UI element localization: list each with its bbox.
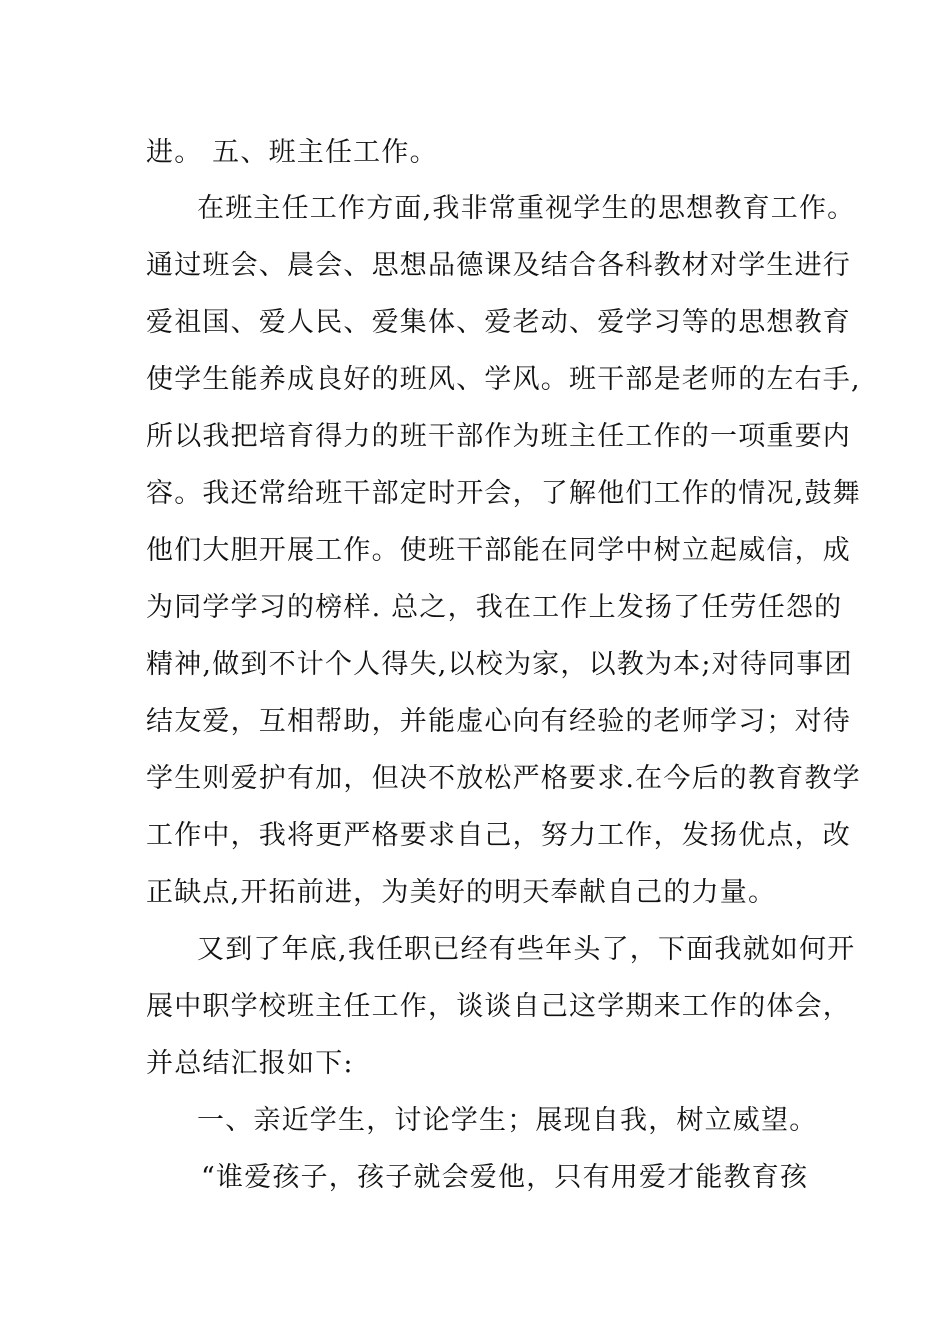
text-line-4: 爱祖国、爱人民、爱集体、爱老动、爱学习等的思想教育 — [146, 307, 851, 338]
text-line-16: 展中职学校班主任工作，谈谈自己这学期来工作的体会， — [146, 991, 851, 1022]
text-line-19: “谁爱孩子，孩子就会爱他，只有用爱才能教育孩 — [201, 1162, 809, 1193]
text-line-7: 容。我还常给班干部定时开会，了解他们工作的情况,鼓舞 — [146, 478, 861, 509]
text-line-5: 使学生能养成良好的班风、学风。班干部是老师的左右手, — [146, 364, 861, 395]
text-line-13: 工作中，我将更严格要求自己，努力工作，发扬优点，改 — [146, 820, 851, 851]
text-line-15: 又到了年底,我任职已经有些年头了，下面我就如何开 — [197, 934, 856, 965]
text-line-10: 精神,做到不计个人得失,以校为家，以教为本;对待同事团 — [146, 649, 853, 680]
text-line-12: 学生则爱护有加，但决不放松严格要求.在今后的教育教学 — [146, 763, 861, 794]
text-line-6: 所以我把培育得力的班干部作为班主任工作的一项重要内 — [146, 421, 851, 452]
text-line-18: 一、亲近学生，讨论学生；展现自我，树立威望。 — [197, 1105, 818, 1136]
text-line-8: 他们大胆开展工作。使班干部能在同学中树立起威信，成 — [146, 535, 851, 566]
text-line-14: 正缺点,开拓前进，为美好的明天奉献自己的力量。 — [146, 877, 777, 908]
text-line-11: 结友爱，互相帮助，并能虚心向有经验的老师学习；对待 — [146, 706, 851, 737]
text-line-17: 并总结汇报如下: — [146, 1048, 354, 1079]
text-line-3: 通过班会、晨会、思想品德课及结合各科教材对学生进行 — [146, 250, 851, 281]
text-line-9: 为同学学习的榜样. 总之，我在工作上发扬了任劳任怨的 — [146, 592, 843, 623]
text-line-1: 进。 五、班主任工作。 — [146, 137, 438, 168]
text-line-2: 在班主任工作方面,我非常重视学生的思想教育工作。 — [197, 193, 856, 224]
